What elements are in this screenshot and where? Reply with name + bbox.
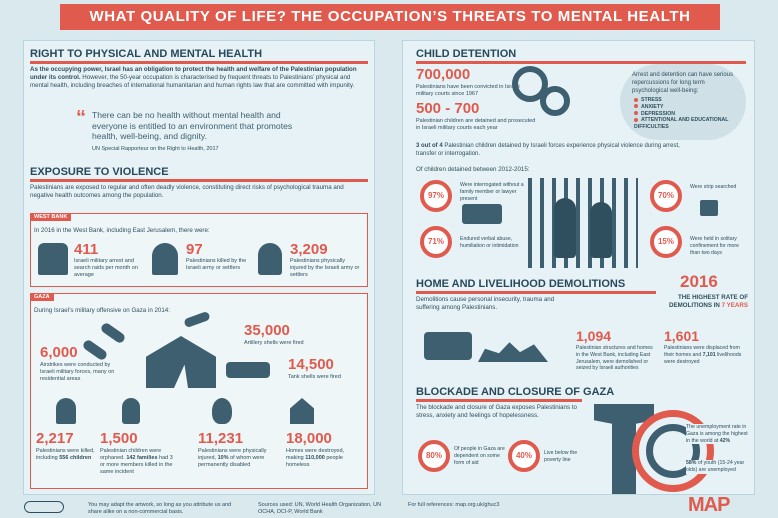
demolitions-stat2-label (664, 345, 750, 365)
interrogation-table-icon (462, 204, 502, 224)
homes-label-text: Homes were destroyed, making (286, 448, 345, 462)
ring-15: 15% (650, 226, 682, 258)
airstrikes-label: Airstrikes were conducted by Israeli military forces, many on residential areas (40, 362, 115, 383)
tank-value: 14,500 (288, 356, 334, 373)
gravestone-icon (152, 243, 178, 275)
unemployment-label: The unemployment rate in Gaza is among the highest in the world at (686, 424, 748, 444)
children-icon (554, 198, 576, 258)
killed-label (36, 448, 104, 462)
blockade-heading: BLOCKADE AND CLOSURE OF GAZA (416, 386, 615, 398)
demolitions-stat2-value: 1,601 (664, 328, 700, 344)
unemployment-value: 42% (719, 437, 731, 444)
detention-violence-bold: 3 out of 4 (416, 143, 443, 149)
detention-heading: CHILD DETENTION (416, 48, 517, 60)
violence-heading: EXPOSURE TO VIOLENCE (30, 166, 169, 178)
orphaned-families: 142 families (126, 455, 158, 462)
effects-callout-text: Arrest and detention can have serious repercussions for long term psychological well-being: (632, 72, 734, 94)
westbank-stat-value: 97 (186, 241, 203, 258)
effect-item: ATTENTIONAL AND EDUCATIONAL DIFFICULTIES (634, 117, 729, 130)
effect-item: STRESS (634, 97, 738, 104)
effect-item: ANXIETY (634, 104, 738, 111)
homes-value: 18,000 (286, 430, 332, 447)
soldier-icon (38, 243, 68, 275)
demolitions-heading: HOME AND LIVELIHOOD DEMOLITIONS (416, 278, 626, 290)
rights-intro-rest: However, the 50-year occupation is characterised by frequent threats to Palestinians’ physical and mental health, including breaches of international humanitarian and human rights law that are committed with impunity. (30, 74, 355, 90)
page-title: WHAT QUALITY OF LIFE? THE OCCUPATION’S THREATS TO MENTAL HEALTH (60, 4, 720, 30)
westbank-stat-value: 411 (74, 241, 99, 258)
ring-80: 80% (418, 440, 450, 472)
map-logo: MAP (688, 494, 730, 516)
detention-sub: Of children detained between 2012-2015: (416, 166, 530, 173)
killed-label-text: Palestinians were killed, including (36, 448, 95, 462)
rights-divider (30, 61, 368, 64)
gaza-tag: GAZA (30, 293, 54, 301)
ring-71: 71% (420, 226, 452, 258)
airstrikes-value: 6,000 (40, 344, 78, 361)
orphaned-label (100, 448, 174, 477)
youth-label: of youth (15-24 year olds) are unemployed (686, 460, 745, 473)
blockade-divider (416, 399, 582, 402)
violence-intro: Palestinians are exposed to regular and often deadly violence, constituting direct risks of psychological trauma and negative health outcomes among the population. (30, 184, 344, 200)
homes-label (286, 448, 356, 469)
westbank-stat-label: Palestinians physically injured by the Israeli army or settlers (290, 258, 360, 279)
ring-97: 97% (420, 180, 452, 212)
demolitions-stat2-text: Palestinians were displaced from their homes and (664, 345, 740, 358)
demolitions-livelihoods: 7,101 (702, 351, 716, 358)
ring-70-label: Were strip searched (690, 184, 737, 190)
demolitions-stat2-text-2: livelihoods were destroyed (664, 351, 742, 365)
ring-70: 70% (650, 180, 682, 212)
effects-list (634, 97, 738, 131)
detention-violence-text (416, 143, 698, 159)
westbank-tag: WEST BANK (30, 213, 71, 221)
detention-stat1-value: 700,000 (416, 66, 471, 83)
orphaned-label-text: Palestinian children were orphaned. (100, 448, 162, 462)
footer-sources: Sources used: UN, World Health Organization, UN OCHA, DCI-P, World Bank (258, 502, 382, 516)
homes-homeless: 110,000 (305, 455, 325, 462)
tank-label: Tank shells were fired (288, 374, 341, 380)
child-icon (122, 398, 140, 424)
westbank-stat-label: Israeli military arrest and search raids per month on average (74, 258, 138, 279)
ring-15-label: Were held in solitary confinement for more than two days (690, 236, 740, 256)
demolitions-stat1-label: Palestinian structures and homes in the West Bank, including East Jerusalem, were demolished or seized by Israeli authorities (576, 345, 653, 372)
demolitions-intro: Demolitions cause personal insecurity, trauma and suffering among Palestinians. (416, 296, 555, 312)
effect-item: DEPRESSION (634, 111, 738, 118)
gaza-lead: During Israel’s military offensive on Gaza in 2014: (34, 307, 170, 314)
westbank-stat-label: Palestinians killed by the Israeli army or settlers (186, 258, 247, 272)
killed-value: 2,217 (36, 430, 74, 447)
artillery-label: Artillery shells were fired (244, 340, 304, 346)
detention-stat2-label: Palestinian children are detained and prosecuted in Israeli military courts each year (416, 118, 536, 132)
gravestone-icon (56, 398, 76, 424)
demolitions-year-red: 7 YEARS (721, 302, 748, 310)
violence-divider (30, 179, 368, 182)
demolitions-year-text: THE HIGHEST RATE OF DEMOLITIONS IN (669, 294, 748, 310)
injured-label-text-2: of whom were permanently disabled (198, 455, 265, 469)
demolitions-stat1-value: 1,094 (576, 328, 612, 344)
ring-40: 40% (508, 440, 540, 472)
ring-80-label: Of people in Gaza are dependent on some form of aid (454, 446, 505, 466)
orphaned-value: 1,500 (100, 430, 138, 447)
injured-label-text: Palestinians were physically injured, (198, 448, 267, 462)
demolitions-divider (416, 291, 656, 294)
rights-intro (30, 66, 368, 90)
cc-license-icon (24, 501, 64, 513)
injured-label (198, 448, 272, 469)
detention-stat1-label: Palestinians have been convicted in Israeli military courts since 1967 (416, 84, 520, 98)
orphaned-label-text-2: had 3 or more members killed in the same incident (100, 455, 173, 476)
children-icon (590, 202, 612, 258)
injured-disabled: 10% (217, 455, 229, 462)
detention-violence-rest: Palestinian children detained by Israeli forces experience physical violence during arrest, transfer or interrogation. (416, 143, 680, 157)
youth-value: 58% (686, 460, 697, 466)
demolitions-year: 2016 (680, 272, 718, 291)
detention-stat2-value: 500 - 700 (416, 100, 480, 117)
wheelchair-icon (212, 398, 232, 424)
killed-children: 556 children (59, 455, 92, 462)
prison-bars-icon (528, 178, 638, 268)
footer-refs[interactable]: For full references: map.org.uk/ghuc3 (408, 502, 500, 508)
rights-heading: RIGHT TO PHYSICAL AND MENTAL HEALTH (30, 48, 263, 60)
injured-value: 11,231 (198, 430, 244, 447)
blockade-intro: The blockade and closure of Gaza exposes Palestinians to stress, anxiety and feelings of hopelessness. (416, 404, 577, 420)
artillery-value: 35,000 (244, 322, 290, 339)
ring-97-label: Were interrogated without a family member or lawyer present (460, 182, 524, 202)
westbank-stat-value: 3,209 (290, 241, 328, 258)
injured-person-icon (258, 243, 282, 275)
westbank-lead: In 2016 in the West Bank, including East Jerusalem, there were: (34, 227, 210, 234)
rights-intro-bold: As the occupying power, Israel has an obligation to protect the health and welfare of the Palestinian population under its control. (30, 66, 357, 82)
handcuffs-icon (540, 86, 570, 116)
quote-text: There can be no health without mental health and everyone is entitled to an environment that promotes health, well-being, and dignity. (92, 110, 293, 142)
ring-71-label: Endured verbal abuse, humiliation or intimidation (460, 236, 519, 249)
quote-mark-icon: “ (76, 107, 86, 129)
quote-source: UN Special Rapporteur on the Right to Health, 2017 (92, 146, 219, 152)
unemployment-text (686, 424, 748, 444)
demolitions-year-label (664, 294, 748, 310)
ring-40-label: Live below the poverty line (544, 450, 578, 463)
bulldozer-icon (424, 332, 472, 360)
homes-label-text-2: people homeless (286, 455, 343, 469)
striped-shirt-icon (700, 200, 718, 216)
footer-license: You may adapt the artwork, so long as you attribute us and share alike on a non-commercial basis. (88, 502, 232, 516)
youth-text (686, 460, 748, 474)
tank-icon (226, 362, 270, 378)
